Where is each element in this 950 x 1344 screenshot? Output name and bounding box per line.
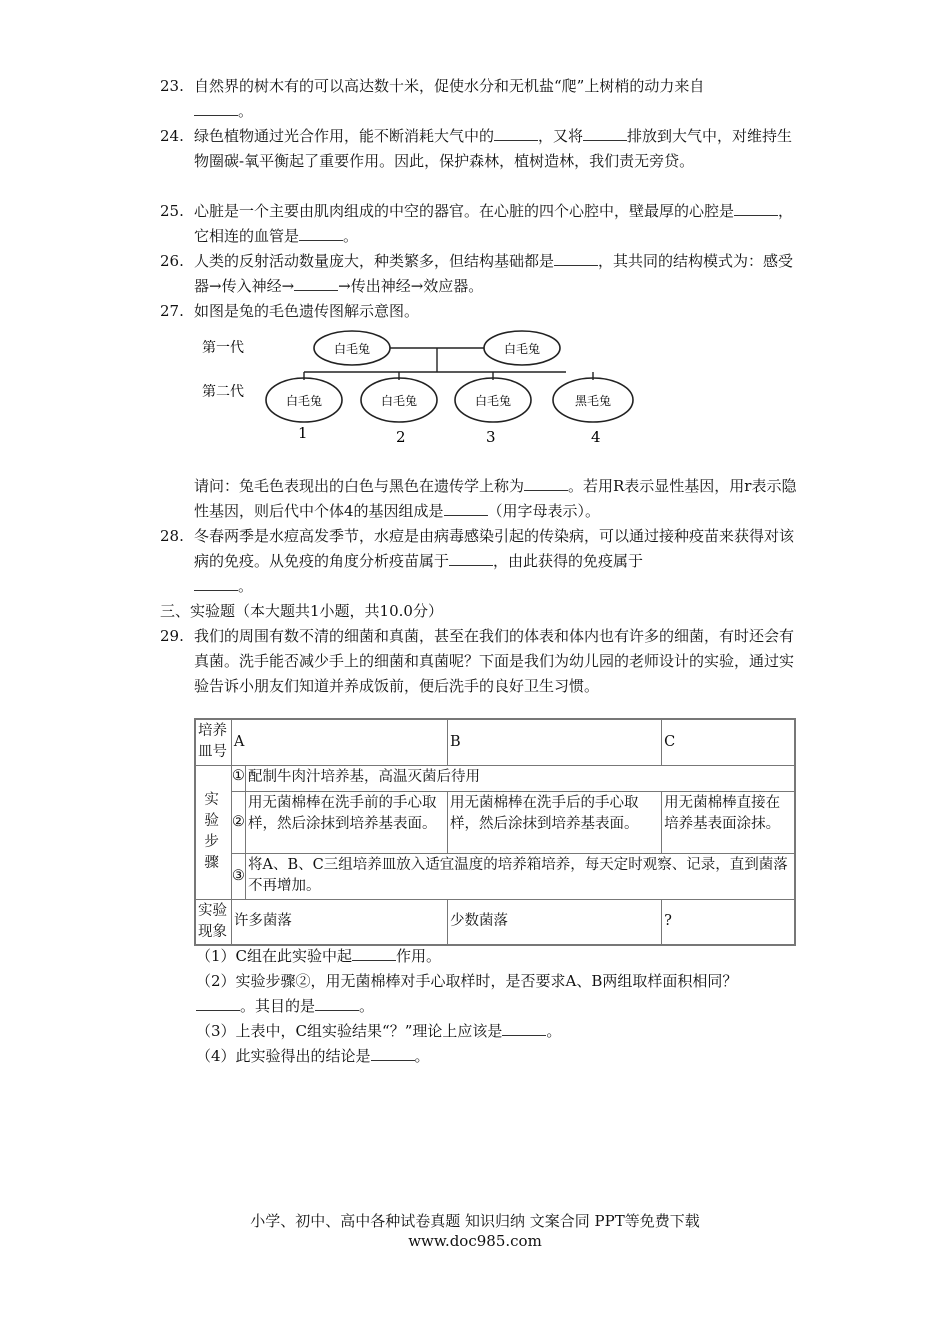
answer-blank[interactable] xyxy=(315,996,359,1011)
step-cell: 用无菌棉棒在洗手后的手心取样，然后涂抹到培养基表面。 xyxy=(448,791,662,853)
observation-label: 实验现象 xyxy=(195,899,231,945)
answer-blank[interactable] xyxy=(502,1021,546,1036)
subquestion-text: 作用。 xyxy=(396,947,442,965)
subquestion-text: （4）此实验得出的结论是 xyxy=(196,1047,371,1065)
question-28 xyxy=(160,524,800,599)
step-cell: 配制牛肉汁培养基，高温灭菌后待用 xyxy=(246,765,796,791)
question-25 xyxy=(160,199,800,249)
answer-blank[interactable] xyxy=(196,996,240,1011)
subquestion-text: （3）上表中，C组实验结果“？”理论上应该是 xyxy=(196,1022,503,1040)
footer-url[interactable]: www.doc985.com xyxy=(408,1232,542,1250)
question-text: 。若用R表示显性基因，用r表示隐性基因，则后代中个体4的基因组成是 xyxy=(194,477,797,520)
question-text: 心脏是一个主要由肌肉组成的中空的器官。在心脏的四个心腔中，壁最厚的心腔是 xyxy=(194,202,735,220)
table-row xyxy=(195,719,795,765)
subquestion-text: 。 xyxy=(546,1022,562,1040)
gen1-label: 第一代 xyxy=(202,340,244,356)
table-row xyxy=(195,853,795,899)
question-text: 绿色植物通过光合作用，能不断消耗大气中的 xyxy=(194,127,495,145)
header-cell: C xyxy=(662,719,795,765)
question-text: 自然界的树木有的可以高达数十米，促使水分和无机盐“爬”上树梢的动力来自 xyxy=(194,77,705,95)
offspring-label: 白毛兔 xyxy=(285,394,323,408)
header-cell: 培养皿号 xyxy=(195,719,231,765)
subquestion-text: 。 xyxy=(359,997,375,1015)
subquestion-4 xyxy=(196,1044,796,1069)
header-cell: B xyxy=(448,719,662,765)
answer-blank[interactable] xyxy=(352,946,396,961)
table-row xyxy=(195,765,795,791)
inheritance-diagram xyxy=(196,328,636,450)
answer-blank[interactable] xyxy=(194,576,238,591)
observation-cell: ? xyxy=(662,899,795,945)
step-number: ② xyxy=(231,791,245,853)
footer-text: 小学、初中、高中各种试卷真题 知识归纳 文案合同 PPT等免费下载 xyxy=(250,1212,700,1230)
offspring-label: 白毛兔 xyxy=(380,394,418,408)
answer-blank[interactable] xyxy=(194,101,238,116)
step-cell: 用无菌棉棒直接在培养基表面涂抹。 xyxy=(662,791,795,853)
question-number: 23. xyxy=(160,77,184,95)
question-text: →传出神经→效应器。 xyxy=(338,277,484,295)
answer-blank[interactable] xyxy=(734,201,778,216)
table-row xyxy=(195,899,795,945)
step-cell: 用无菌棉棒在洗手前的手心取样，然后涂抹到培养基表面。 xyxy=(246,791,448,853)
answer-blank[interactable] xyxy=(371,1046,415,1061)
subquestion-2 xyxy=(196,969,796,1019)
subquestion-text: 。 xyxy=(414,1047,430,1065)
question-text: 排放到大气中，对维持生物圈碳-氧平衡起了重要作用。因此，保护森林，植树造林，我们责无旁贷。 xyxy=(194,127,793,170)
answer-blank[interactable] xyxy=(294,276,338,291)
question-27 xyxy=(160,299,800,324)
offspring-number: 1 xyxy=(298,424,308,442)
parent-label: 白毛兔 xyxy=(503,342,541,356)
table-row xyxy=(195,791,795,853)
answer-blank[interactable] xyxy=(299,226,343,241)
subquestion-text: 。其目的是 xyxy=(240,997,316,1015)
offspring-label: 黑毛兔 xyxy=(574,394,612,408)
answer-blank[interactable] xyxy=(524,476,568,491)
question-text: 。 xyxy=(343,227,359,245)
answer-blank[interactable] xyxy=(449,551,493,566)
question-text: ，其共同的结构模式为：感受器→传入神经→ xyxy=(194,252,794,295)
offspring-number: 4 xyxy=(591,428,601,446)
question-text: 。 xyxy=(238,577,254,595)
question-text: ，它相连的血管是 xyxy=(194,202,794,245)
experiment-table xyxy=(194,718,796,946)
steps-label-text: 实验步骤 xyxy=(204,792,219,871)
answer-blank[interactable] xyxy=(494,126,538,141)
question-number: 25. xyxy=(160,202,184,220)
offspring-number: 2 xyxy=(396,428,406,446)
question-27-body xyxy=(160,474,800,524)
question-text: （用字母表示）。 xyxy=(487,502,601,520)
parent-label: 白毛兔 xyxy=(333,342,371,356)
observation-cell: 许多菌落 xyxy=(231,899,447,945)
question-23 xyxy=(160,74,800,124)
subquestion-text: （2）实验步骤②，用无菌棉棒对手心取样时，是否要求A、B两组取样面积相同？ xyxy=(196,972,738,990)
gen2-label: 第二代 xyxy=(202,384,244,400)
observation-cell: 少数菌落 xyxy=(448,899,662,945)
question-number: 24. xyxy=(160,127,184,145)
question-text: ，又将 xyxy=(538,127,584,145)
question-number: 28. xyxy=(160,527,184,545)
section-heading: 三、实验题（本大题共1小题，共10.0分） xyxy=(160,602,443,620)
question-number: 29. xyxy=(160,627,184,645)
question-24 xyxy=(160,124,800,174)
step-number: ③ xyxy=(231,853,245,899)
answer-blank[interactable] xyxy=(583,126,627,141)
question-text: ，由此获得的免疫属于 xyxy=(493,552,644,570)
offspring-label: 白毛兔 xyxy=(474,394,512,408)
question-number: 27. xyxy=(160,302,184,320)
step-number: ① xyxy=(231,765,245,791)
question-text: 。 xyxy=(238,102,254,120)
offspring-number: 3 xyxy=(486,428,496,446)
question-text: 我们的周围有数不清的细菌和真菌，甚至在我们的体表和体内也有许多的细菌，有时还会有真菌。洗手能否减少手上的细菌和真菌呢？下面是我们为幼儿园的老师设计的实验，通过实验告诉小朋友们知道并养成饭前，便后洗手的良好卫生习惯。 xyxy=(194,627,795,695)
question-text: 人类的反射活动数量庞大，种类繁多，但结构基础都是 xyxy=(194,252,555,270)
answer-blank[interactable] xyxy=(444,501,488,516)
subquestion-3 xyxy=(196,1019,796,1044)
question-number: 26. xyxy=(160,252,184,270)
steps-label xyxy=(195,765,231,899)
question-text: 如图是兔的毛色遗传图解示意图。 xyxy=(194,302,420,320)
question-26 xyxy=(160,249,800,299)
question-29 xyxy=(160,624,800,699)
header-cell: A xyxy=(231,719,447,765)
answer-blank[interactable] xyxy=(554,251,598,266)
step-cell: 将A、B、C三组培养皿放入适宜温度的培养箱培养，每天定时观察、记录，直到菌落不再增加。 xyxy=(246,853,796,899)
subquestion-1 xyxy=(196,944,796,969)
subquestion-text: （1）C组在此实验中起 xyxy=(196,947,353,965)
question-text: 请问：兔毛色表现出的白色与黑色在遗传学上称为 xyxy=(194,477,525,495)
question-text: 冬春两季是水痘高发季节，水痘是由病毒感染引起的传染病，可以通过接种疫苗来获得对该病的免疫。从免疫的角度分析疫苗属于 xyxy=(194,527,795,570)
